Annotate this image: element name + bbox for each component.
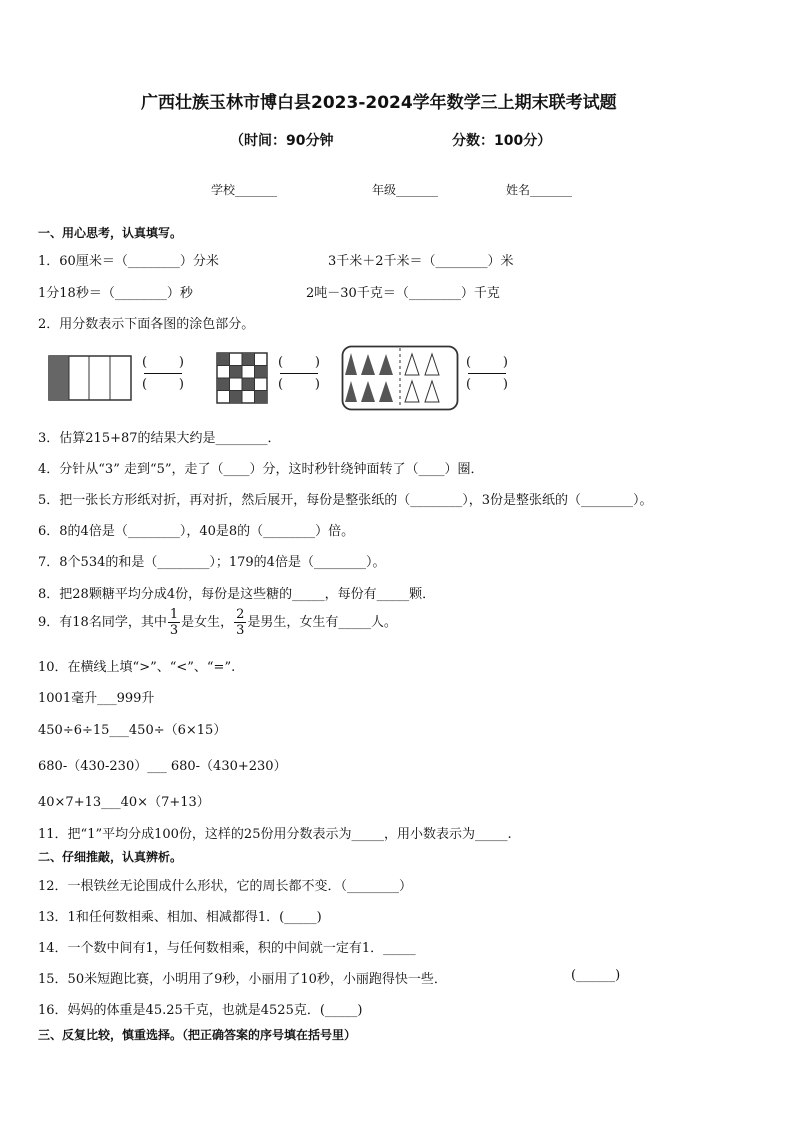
grade-field: 年级_______ — [372, 183, 439, 197]
question-3: 3．估算215+87的结果大约是________． — [38, 431, 281, 446]
time-label: （时间：90分钟 — [230, 133, 334, 149]
figure-bar — [48, 355, 132, 401]
question-1c: 1分18秒＝（________）秒 — [38, 286, 193, 301]
figure-grid — [216, 352, 268, 404]
question-2: 2．用分数表示下面各图的涂色部分。 — [38, 317, 255, 332]
question-1b: 3千米＋2千米＝（________）米 — [328, 254, 514, 269]
page-title: 广西壮族玉林市博白县2023-2024学年数学三上期末联考试题 — [141, 93, 617, 113]
section-2-heading: 二、仔细推敲，认真辨析。 — [38, 850, 183, 864]
question-1d: 2吨－30千克＝（________）千克 — [306, 286, 500, 301]
question-15: 15．50米短跑比赛，小明用了9秒，小丽用了10秒，小丽跑得快一些． — [38, 972, 447, 987]
question-7: 7．8个534的和是（________）；179的4倍是（________）。 — [38, 555, 386, 570]
question-1a: 1．60厘米＝（________）分米 — [38, 254, 219, 269]
question-5: 5．把一张长方形纸对折，再对折，然后展开，每份是整张纸的（________），3份是整张纸的（________）。 — [38, 493, 653, 508]
question-15-answer[interactable]: (______) — [571, 968, 621, 983]
question-10b: 450÷6÷15___450÷（6×15） — [38, 723, 227, 738]
question-8: 8．把28颗糖平均分成4份，每份是这些糖的_____，每份有_____颗． — [38, 587, 436, 602]
question-10c: 680-（430-230）___ 680-（430+230） — [38, 759, 287, 774]
section-1-heading: 一、用心思考，认真填写。 — [38, 226, 183, 240]
question-4: 4．分针从“3” 走到“5”，走了（____）分，这时秒针绕钟面转了（____）圈． — [38, 462, 484, 477]
answer-fraction-3[interactable]: ( ) ( ) — [466, 355, 508, 392]
fraction-one-third: $\frac{1}{3}$ — [169, 607, 179, 638]
question-13: 13．1和任何数相乘、相加、相减都得1．(_____) — [38, 910, 322, 925]
question-10a: 1001毫升___999升 — [38, 691, 155, 706]
fraction-two-thirds: $\frac{2}{3}$ — [236, 607, 245, 638]
figure-triangles — [341, 345, 459, 411]
question-10: 10．在横线上填“>”、“<”、“=”. — [38, 660, 236, 675]
answer-fraction-2[interactable]: ( ) ( ) — [278, 355, 320, 392]
score-label: 分数：100分） — [452, 133, 552, 149]
name-field: 姓名_______ — [506, 183, 573, 197]
question-16: 16．妈妈的体重是45.25千克，也就是4525克．(_____) — [38, 1003, 363, 1018]
school-field: 学校_______ — [211, 183, 278, 197]
answer-fraction-1[interactable]: ( ) ( ) — [142, 355, 184, 392]
question-10d: 40×7+13___40×（7+13） — [38, 795, 210, 810]
question-14: 14．一个数中间有1，与任何数相乘，积的中间就一定有1．_____ — [38, 941, 416, 956]
question-11: 11．把“1”平均分成100份，这样的25份用分数表示为_____，用小数表示为_____. — [38, 827, 512, 842]
question-9: 9．有18名同学，其中 $\frac{1}{3}$ 是女生， $\frac{2}{3}$ 是男生，女生有_____人。 — [38, 607, 397, 638]
section-3-heading: 三、反复比较，慎重选择。（把正确答案的序号填在括号里） — [38, 1028, 357, 1042]
question-6: 6．8的4倍是（________），40是8的（________）倍。 — [38, 524, 355, 539]
question-12: 12．一根铁丝无论围成什么形状，它的周长都不变．（________） — [38, 879, 413, 894]
